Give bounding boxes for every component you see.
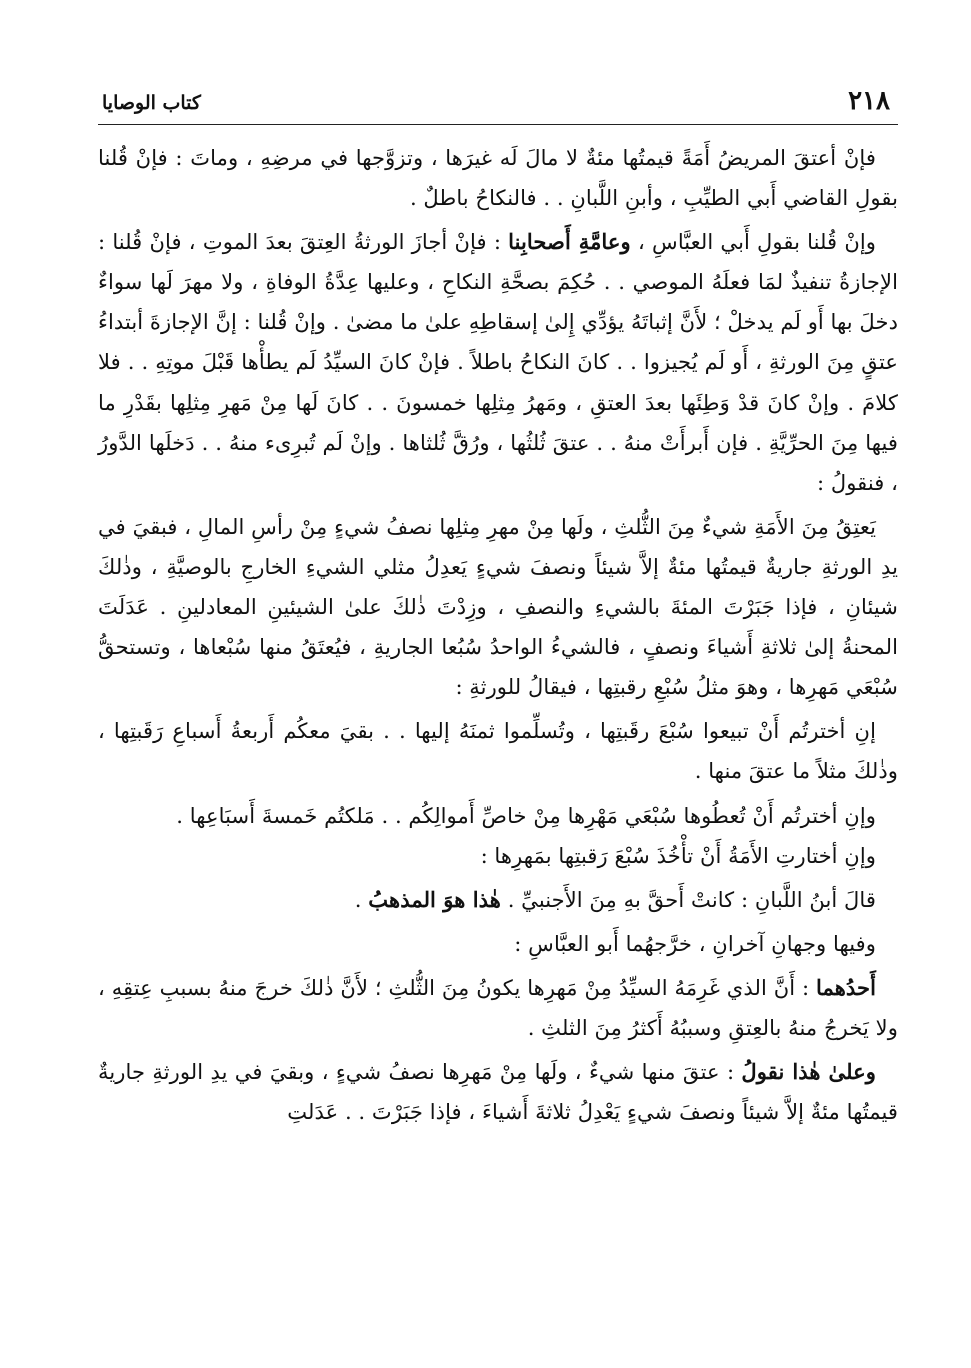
bold-phrase: هٰذا هوَ المذهبُ: [368, 886, 501, 912]
bold-phrase: أَحدُهما: [816, 974, 876, 1000]
paragraph-1: فإنْ أعتقَ المريضُ أَمَةً قيمتُها مئةٌ لا مالَ لَه غيرَها ، وتزوَّجها في مرضِهِ ، وماتَ : فإنْ قُلنا بقولِ القاضي أَبي الطيِّبِ ، وأبنِ اللَّبانِ . . فالنكاحُ باطلٌ .: [98, 145, 898, 211]
bold-phrase: وعلىٰ هٰذا نقولُ: [741, 1059, 876, 1085]
paragraph-10: وعلىٰ هٰذا نقولُ : عتقَ منها شيءٌ ، ولَها مِنْ مَهرِها نصفُ شيءٍ ، وبقيَ في يدِ الورثةِ جاريةٌ قيمتُها مئةٌ إلاَّ شيئاً ونصفَ شيءٍ يَعْدِلُ ثلاثةَ أَشياءَ ، فإذا جَبَرْتَ . . عَدَلتِ: [98, 1059, 898, 1125]
paragraph-2: وإنْ قُلنا بقولِ أَبي العبَّاسِ ، وعامَّةِ أَصحابِنا : فإنْ أجازَ الورثةُ العِتقَ بعدَ الموتِ ، فإنْ قُلنا : الإجازةُ تنفيذٌ لمَا فعلَهُ الموصي . . حُكِمَ بصحَّةِ النكاحِ ، وعليها عِدَّةُ الوفاةِ ، ولا مهرَ لَها سواءٌ دخلَ بها أَو لَم يدخلْ ؛ لأَنَّ إثباتَهُ يؤدِّي إِلىٰ إسقاطِهِ علىٰ ما مضىٰ . وإنْ قُلنا : إنَّ الإجازةَ أبتداءُ عتقٍ مِنَ الورثةِ ، أَو لَم يُجيزوا . . كانَ النكاحُ باطلاً . فإنْ كانَ السيِّدُ لَم يطأْها قَبْلَ موتِهِ . . فلا كلامَ . وإنْ كانَ قدْ وَطِئَها بعدَ العتقِ ، ومَهرُ مِثلِها خمسونَ . . كانَ لَها مِنْ مَهرِ مِثلِها بقَدْرِ ما فيها مِنَ الحرِّيَّةِ . فإن أَبرأَتْ منهُ . . عتقَ ثُلثُها ، ورُقَّ ثُلثاها . وإنْ لَم تُبرِىء منهُ . . دَخلَها الدَّورُ ، فنقولُ :: [98, 229, 898, 495]
paragraph-8: وفيها وجهانِ آخرانِ ، خرَّجهُما أَبو العبَّاسِ :: [514, 930, 876, 956]
paragraph-9: أَحدُهما : أَنَّ الذي غَرِمَهُ السيِّدُ مِنْ مَهرِها يكونُ مِنَ الثُّلثِ ؛ لأَنَّ ذٰلكَ خرجَ منهُ بسببِ عِتقِهِ ، ولا يَخرجُ منهُ بالعِتقِ وسببُهُ أَكثرُ مِنَ الثلثِ .: [98, 974, 898, 1040]
page-number: ٢١٨: [848, 86, 890, 116]
paragraph-6: وإنِ أختارتِ الأَمَةُ أَنْ تأْخُذَ سُبْعَ رَقبتِها بمَهرِها :: [480, 842, 876, 868]
page-header: [98, 84, 898, 125]
paragraph-4: إنِ أخترتُم أَنْ تبيعوا سُبْعَ رقَبتِها ، وتُسلِّموا ثمنَهُ إليها . . بقيَ معكُم أَربعةُ أَسباعِ رَقَبتِها ، وذٰلكَ مثلاً ما عتقَ منها .: [98, 718, 898, 784]
page-body: [98, 138, 898, 1132]
paragraph-3: يَعتِقُ مِنَ الأَمَةِ شيءٌ مِنَ الثُّلثِ ، ولَها مِنْ مهرِ مِثلِها نصفُ شيءٍ مِنْ رأسِ المالِ ، فبقيَ في يدِ الورثةِ جاريةٌ قيمتُها مئةٌ إلاَّ شيئاً ونصفَ شيءٍ يَعدِلُ مثلي الشيءِ الخارجِ بالوصيَّةِ ، وذٰلكَ شيئانِ ، فإذا جَبَرْتَ المئةَ بالشيءِ والنصفِ ، وزِدْتَ ذٰلكَ علىٰ الشيئينِ المعادلينِ . عَدَلَتَ المحنةُ إلىٰ ثلاثةِ أَشياءَ ونصفٍ ، فالشيءُ الواحدُ سُبُعا الجاريةِ ، فيُعتَقُ منها سُبْعاها ، وتستحقُّ سُبْعَي مَهرِها ، وهوَ مثلُ سُبْعِ رقبتِها ، فيقالُ للورثةِ :: [98, 513, 898, 700]
bold-phrase: وعامَّةِ أَصحابِنا: [508, 229, 631, 255]
running-title: كتاب الوصايا: [102, 92, 201, 114]
paragraph-7: قالَ أبنُ اللَّبانِ : كانتْ أَحقَّ بهِ مِنَ الأَجنبيِّ . هٰذا هوَ المذهبُ .: [354, 886, 876, 912]
paragraph-5: وإنِ أخترتُم أَنْ تُعطُوها سُبْعَي مَهْرِها مِنْ خاصِّ أَموالِكُم . . مَلكتُم خَمسةَ أَسبَاعِها .: [176, 802, 876, 828]
